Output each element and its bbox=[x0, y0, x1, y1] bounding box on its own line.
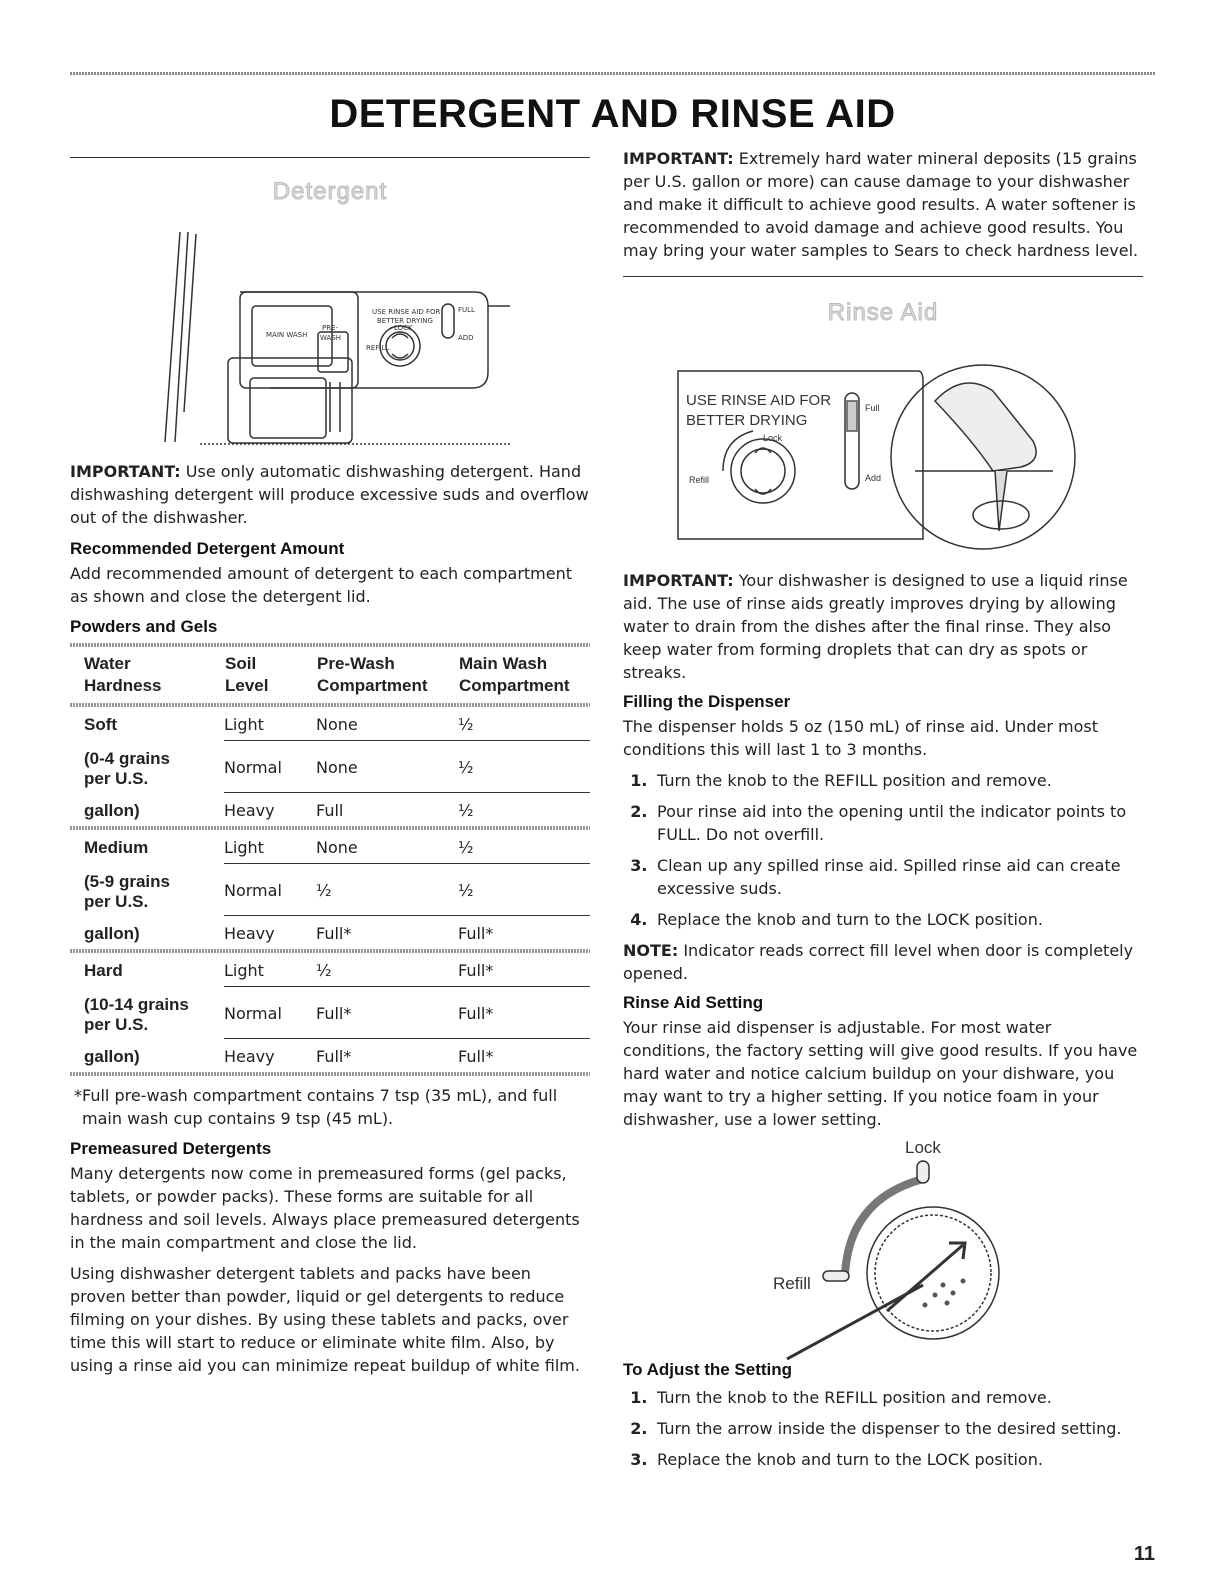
hardness-range-line: per U.S. bbox=[84, 1014, 149, 1034]
hardness-range-line: (10-14 grains bbox=[84, 994, 189, 1014]
adjust-heading: To Adjust the Setting bbox=[623, 1360, 793, 1379]
soil-cell: Heavy bbox=[224, 924, 275, 943]
pre-wash-cell: Full* bbox=[316, 987, 458, 1039]
soil-cell: Heavy bbox=[224, 1047, 275, 1066]
main-wash-cell: ½ bbox=[458, 864, 590, 916]
detergent-heading: Detergent bbox=[272, 178, 388, 205]
table-bottom-rule bbox=[70, 1072, 590, 1076]
rinse-aid-heading: Rinse Aid bbox=[827, 299, 939, 326]
hardness-cell bbox=[70, 741, 224, 793]
soil-cell: Normal bbox=[224, 864, 316, 916]
table-row bbox=[70, 707, 590, 741]
premeasured-heading: Premeasured Detergents bbox=[70, 1139, 272, 1158]
main-wash-cell: Full* bbox=[458, 924, 494, 943]
hardness-range-line: per U.S. bbox=[84, 768, 149, 788]
main-wash-cell: Full* bbox=[458, 953, 590, 987]
adjust-step: 1. Turn the knob to the REFILL position and remove. bbox=[653, 1386, 1143, 1409]
table-row bbox=[70, 793, 590, 827]
hardness-cell bbox=[70, 987, 224, 1039]
soil-cell: Normal bbox=[224, 987, 316, 1039]
table-row bbox=[70, 1039, 590, 1073]
filling-heading: Filling the Dispenser bbox=[623, 692, 791, 711]
rinse-aid-illustration bbox=[623, 331, 1143, 561]
important-label-rinse: IMPORTANT: bbox=[623, 571, 734, 590]
pre-wash-cell: Full* bbox=[316, 924, 352, 943]
important-water-paragraph bbox=[623, 147, 1143, 262]
header-soil-level: Soil Level bbox=[225, 654, 269, 695]
rinse-label-refill: Refill bbox=[689, 475, 710, 485]
table-row bbox=[70, 953, 590, 987]
adjust-steps-list bbox=[623, 1386, 1143, 1471]
table-footnote: *Full pre-wash compartment contains 7 tsp (35 mL), and full main wash cup contains 9 tsp (45 mL). bbox=[74, 1086, 558, 1128]
rinse-label-better: BETTER DRYING bbox=[686, 412, 808, 429]
soil-cell: Light bbox=[224, 953, 316, 987]
important-detergent-paragraph bbox=[70, 460, 590, 529]
pre-wash-cell: ½ bbox=[316, 953, 458, 987]
detergent-dispenser-illustration bbox=[70, 212, 590, 452]
dispenser-label-better-drying: BETTER DRYING bbox=[377, 317, 433, 325]
dispenser-label-lock: LOCK bbox=[394, 324, 413, 332]
premeasured-text-1: Many detergents now come in premeasured forms (gel packs, tablets, or powder packs). These forms are suitable for all hardness and soil levels. Always place premeasured detergents in the main compartment and close the lid. bbox=[70, 1164, 580, 1252]
knob-label-lock: Lock bbox=[905, 1138, 941, 1157]
dispenser-label-main-wash: MAIN WASH bbox=[266, 331, 308, 339]
premeasured-text-2: Using dishwasher detergent tablets and packs have been proven better than powder, liquid or gel detergents to reduce filming on your dishes. By using these tablets and packs, over time this will start to reduce or eliminate white film. Also, by using a rinse aid you can minimize repeat buildup of white film. bbox=[70, 1264, 580, 1375]
filling-step: 1. Turn the knob to the REFILL position and remove. bbox=[653, 769, 1143, 792]
rinse-label-use: USE RINSE AID FOR bbox=[686, 392, 832, 409]
knob-label-refill: Refill bbox=[773, 1274, 811, 1293]
left-column bbox=[70, 157, 590, 1377]
table-row bbox=[70, 741, 590, 793]
important-label: IMPORTANT: bbox=[70, 462, 181, 481]
adjust-step: 3. Replace the knob and turn to the LOCK position. bbox=[653, 1448, 1143, 1471]
soil-cell: Light bbox=[224, 830, 316, 864]
main-wash-cell: Full* bbox=[458, 1047, 494, 1066]
pre-wash-cell: Full* bbox=[316, 1047, 352, 1066]
important-rinse-paragraph bbox=[623, 569, 1143, 684]
pre-wash-cell: None bbox=[316, 741, 458, 793]
header-water-hardness: Water Hardness bbox=[84, 654, 162, 695]
pre-wash-cell: Full bbox=[316, 801, 344, 820]
table-row bbox=[70, 987, 590, 1039]
hardness-range-line: per U.S. bbox=[84, 891, 149, 911]
pre-wash-cell: ½ bbox=[316, 864, 458, 916]
hardness-cell: gallon) bbox=[84, 800, 140, 820]
note-label: NOTE: bbox=[623, 941, 679, 960]
dispenser-label-pre: PRE- bbox=[322, 324, 339, 332]
detergent-table bbox=[70, 647, 590, 1076]
main-wash-cell: ½ bbox=[458, 830, 590, 864]
main-wash-cell: ½ bbox=[458, 741, 590, 793]
table-row bbox=[70, 916, 590, 950]
hardness-cell bbox=[70, 864, 224, 916]
important-label-right: IMPORTANT: bbox=[623, 149, 734, 168]
hardness-range-line: (0-4 grains bbox=[84, 748, 170, 768]
hardness-cell: Hard bbox=[84, 961, 123, 980]
pre-wash-cell: None bbox=[316, 830, 458, 864]
hardness-cell: gallon) bbox=[84, 1046, 140, 1066]
header-main-wash: Main Wash Compartment bbox=[459, 654, 570, 695]
note-paragraph bbox=[623, 939, 1143, 985]
rinse-label-lock: Lock bbox=[763, 433, 783, 443]
filling-step: 4. Replace the knob and turn to the LOCK position. bbox=[653, 908, 1143, 931]
page-number: 11 bbox=[1133, 1543, 1155, 1565]
note-text: Indicator reads correct fill level when door is completely opened. bbox=[623, 941, 1134, 983]
pre-wash-cell: None bbox=[316, 707, 458, 741]
hardness-cell: Medium bbox=[84, 838, 149, 857]
dispenser-label-use-rinse: USE RINSE AID FOR bbox=[372, 308, 441, 316]
filling-step: 3. Clean up any spilled rinse aid. Spilled rinse aid can create excessive suds. bbox=[653, 854, 1143, 900]
page-title: DETERGENT AND RINSE AID bbox=[329, 92, 896, 136]
filling-steps-list bbox=[623, 769, 1143, 931]
hardness-cell: Soft bbox=[84, 715, 118, 734]
table-row bbox=[70, 830, 590, 864]
soil-cell: Normal bbox=[224, 741, 316, 793]
section-rule-right bbox=[623, 276, 1143, 277]
filling-step: 2. Pour rinse aid into the opening until the indicator points to FULL. Do not overfill. bbox=[653, 800, 1143, 846]
main-wash-cell: ½ bbox=[458, 707, 590, 741]
dispenser-label-full: FULL bbox=[458, 306, 475, 314]
main-wash-cell: Full* bbox=[458, 987, 590, 1039]
adjust-step: 2. Turn the arrow inside the dispenser to the desired setting. bbox=[653, 1417, 1143, 1440]
main-wash-cell: ½ bbox=[458, 801, 474, 820]
hardness-range-line: (5-9 grains bbox=[84, 871, 170, 891]
important-water-text: Extremely hard water mineral deposits (15 grains per U.S. gallon or more) can cause damage to your dishwasher and make it difficult to achieve good results. A water softener is recommended to avoid damage and achieve good results. You may bring your water samples to Sears to check hardness level. bbox=[623, 149, 1139, 260]
important-detergent-text: Use only automatic dishwashing detergent. Hand dishwashing detergent will produce excessive suds and overflow out of the dishwasher. bbox=[70, 462, 589, 527]
recommended-text: Add recommended amount of detergent to each compartment as shown and close the detergent lid. bbox=[70, 564, 573, 606]
powders-heading: Powders and Gels bbox=[70, 617, 218, 636]
recommended-heading: Recommended Detergent Amount bbox=[70, 539, 345, 558]
header-pre-wash: Pre-Wash Compartment bbox=[317, 654, 428, 695]
soil-cell: Light bbox=[224, 707, 316, 741]
filling-text: The dispenser holds 5 oz (150 mL) of rinse aid. Under most conditions this will last 1 to 3 months. bbox=[623, 717, 1098, 759]
dispenser-label-add: ADD bbox=[458, 334, 474, 342]
setting-heading: Rinse Aid Setting bbox=[623, 993, 764, 1012]
important-rinse-text: Your dishwasher is designed to use a liquid rinse aid. The use of rinse aids greatly improves drying by allowing water to drain from the dishes after the final rinse. They also keep water from forming droplets that can dry as spots or streaks. bbox=[623, 571, 1128, 682]
right-column bbox=[623, 147, 1143, 1479]
section-rule bbox=[70, 157, 590, 158]
table-row bbox=[70, 864, 590, 916]
setting-text: Your rinse aid dispenser is adjustable. For most water conditions, the factory setting will give good results. If you have hard water and notice calcium buildup on your dishware, you may want to try a higher setting. If you notice foam in your dishwasher, use a lower setting. bbox=[623, 1018, 1138, 1129]
dispenser-label-refill: REFILL bbox=[366, 344, 390, 352]
top-dotted-rule bbox=[70, 72, 1155, 75]
rinse-label-full: Full bbox=[865, 403, 880, 413]
hardness-cell: gallon) bbox=[84, 923, 140, 943]
knob-setting-illustration bbox=[623, 1135, 1143, 1360]
rinse-label-add: Add bbox=[865, 473, 882, 483]
soil-cell: Heavy bbox=[224, 801, 275, 820]
dispenser-label-wash: WASH bbox=[320, 334, 342, 342]
